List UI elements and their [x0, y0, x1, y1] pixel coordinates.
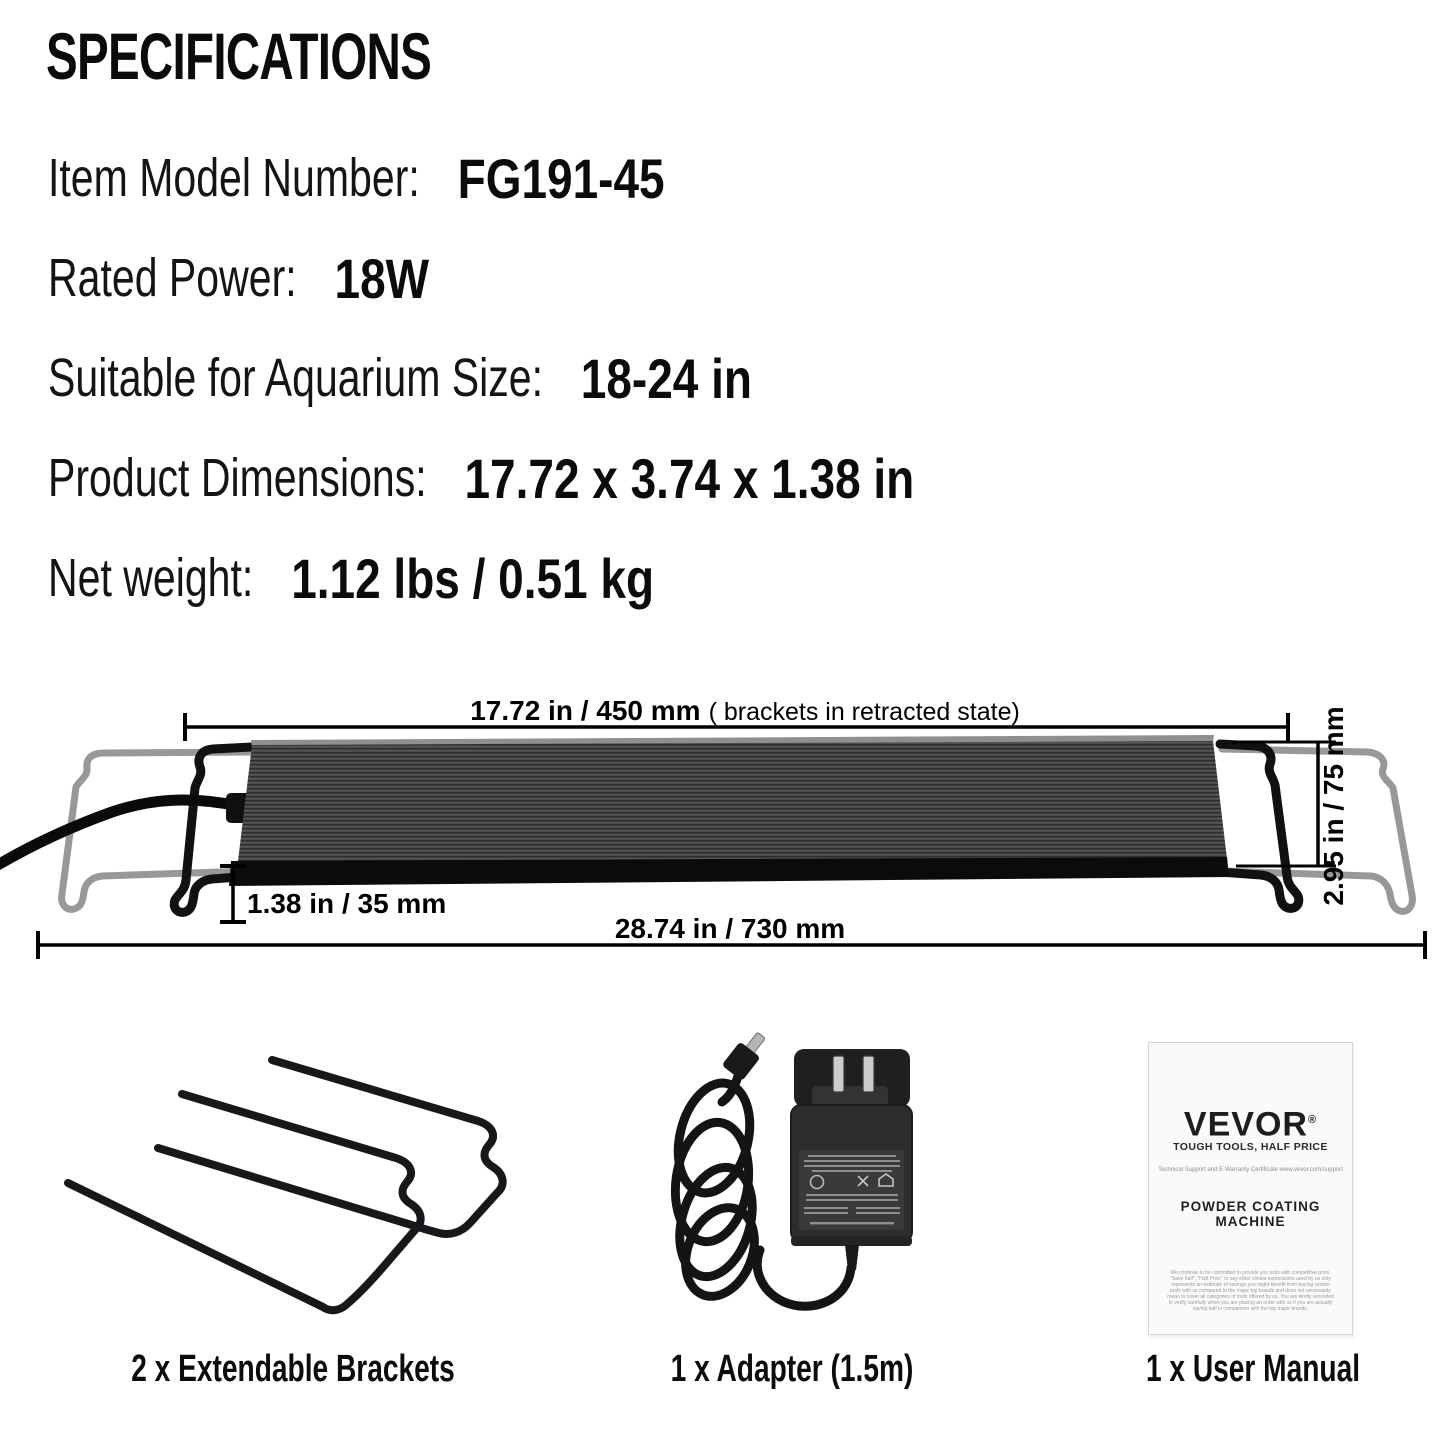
bracket-front-wire	[68, 1094, 421, 1310]
registered-mark: ®	[1307, 1114, 1318, 1126]
spec-label: Product Dimensions:	[48, 448, 427, 508]
spec-value: 18-24 in	[581, 346, 753, 410]
spec-label: Rated Power:	[48, 248, 297, 308]
manual-disclaimer: We continue to be committed to provide you tools with competitive price. "Save half", "Half Price" or any other similar expressions used by us only represents an estimate of savings you might benefit from buying certain tools with us compared to the major top brands and does not necessarily mean to cover all categories of tools offered by us. You are kindly reminded to verify carefully when you are placing an order with us if you are actually saving half in comparison with the top major brands.	[1167, 1270, 1334, 1312]
power-cord	[0, 800, 238, 866]
caption-adapter: 1 x Adapter (1.5m)	[670, 1348, 914, 1390]
manual-product-title: POWDER COATING MACHINE	[1180, 1199, 1321, 1230]
dimension-top-label: 17.72 in / 450 mm ( brackets in retracted state)	[470, 695, 1020, 726]
spec-value: FG191-45	[457, 146, 665, 210]
spec-value: 17.72 x 3.74 x 1.38 in	[464, 446, 915, 510]
dimension-diagram	[0, 695, 1425, 959]
plug-prong	[833, 1056, 844, 1092]
dimension-height-label: 2.95 in / 75 mm	[1318, 706, 1349, 906]
light-bar-fins	[238, 741, 1227, 861]
spec-label: Suitable for Aquarium Size:	[48, 348, 544, 408]
user-manual	[1148, 1042, 1353, 1335]
extendable-bracket-left-wire	[62, 752, 252, 909]
spec-label: Item Model Number:	[48, 148, 420, 208]
retracted-bracket-left-wire	[174, 747, 252, 912]
spec-value: 1.12 lbs / 0.51 kg	[291, 546, 655, 610]
light-bar	[226, 735, 1229, 886]
spec-label: Net weight:	[48, 548, 254, 608]
dimension-bracket-drop-label: 1.38 in / 35 mm	[247, 888, 447, 919]
bracket-back-wire	[158, 1060, 503, 1234]
caption-user-manual: 1 x User Manual	[1145, 1348, 1361, 1390]
dc-plug	[722, 1027, 772, 1081]
adapter-body	[791, 1049, 912, 1270]
vevor-logo: VEVOR®	[1183, 1105, 1318, 1144]
manual-slogan: TOUGH TOOLS, HALF PRICE	[1173, 1141, 1328, 1154]
caption-brackets: 2 x Extendable Brackets	[131, 1348, 455, 1390]
light-bar-bottom-strip	[229, 857, 1229, 886]
page-title: SPECIFICATIONS	[46, 19, 432, 93]
adapter-photo	[667, 1027, 912, 1306]
spec-value: 18W	[334, 246, 430, 310]
dimension-bottom-label: 28.74 in / 730 mm	[614, 913, 846, 944]
brackets-photo	[68, 1060, 503, 1310]
retracted-bracket-right-wire	[1220, 744, 1299, 908]
manual-support-line: Technical Support and E-Warranty Certificate www.vevor.com/support	[1158, 1167, 1343, 1174]
plug-prong	[863, 1056, 874, 1092]
